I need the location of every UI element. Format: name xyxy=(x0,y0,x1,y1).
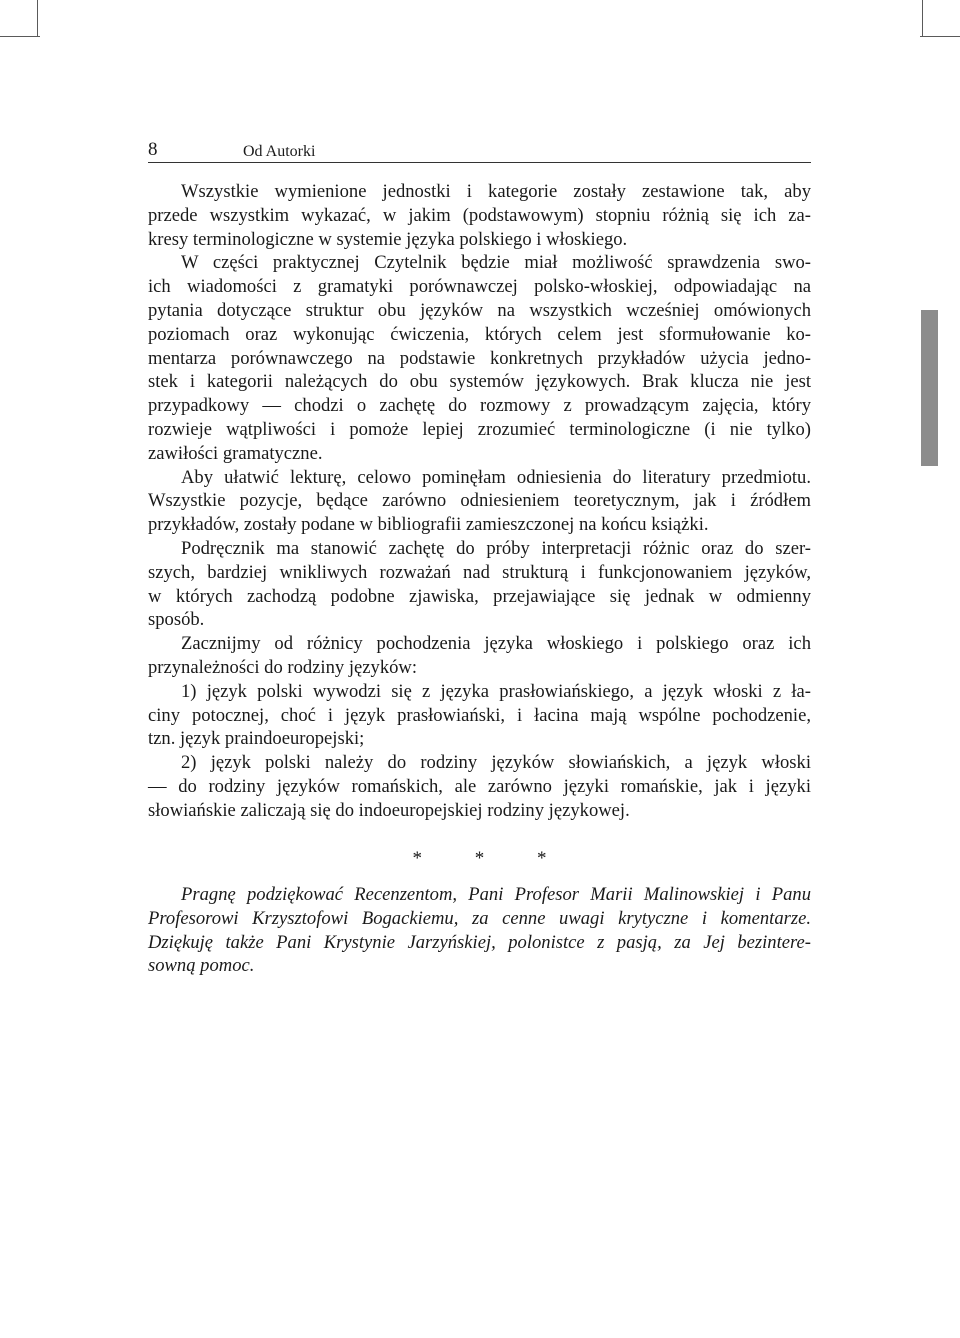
text-line: zawiłości gramatyczne. xyxy=(148,442,323,464)
text-line: poziomach oraz wykonując ćwiczenia, których celem jest sformułowanie ko- xyxy=(148,323,811,345)
text-line: pytania dotyczące struktur obu języków na wszystkich wcześniej omówionych xyxy=(148,299,811,321)
running-title: Od Autorki xyxy=(243,143,316,160)
crop-mark xyxy=(37,0,38,36)
text-line: — do rodziny języków romańskich, ale zarówno języki romańskie, jak i języki xyxy=(148,775,811,797)
text-line: ich wiadomości z gramatyki porównawczej polsko-włoskiej, odpowiadając na xyxy=(148,276,811,298)
text-line: słowiańskie zaliczają się do indoeuropejskiej rodziny językowej. xyxy=(148,799,630,821)
text-line: kresy terminologiczne w systemie języka polskiego i włoskiego. xyxy=(148,228,628,250)
text-line: sowną pomoc. xyxy=(148,955,255,977)
text-line: W części praktycznej Czytelnik będzie miał możliwość sprawdzenia swo- xyxy=(181,252,811,274)
page-number: 8 xyxy=(148,139,158,160)
text-line: Pragnę podziękować Recenzentom, Pani Profesor Marii Malinowskiej i Panu xyxy=(181,884,811,905)
text-line: przykładów, zostały podane w bibliografii zamieszczonej na końcu książki. xyxy=(148,514,709,536)
text-line: sposób. xyxy=(148,609,205,631)
text-line: Zacznijmy od różnicy pochodzenia języka włoskiego i polskiego oraz ich xyxy=(181,633,811,655)
section-separator xyxy=(148,848,811,870)
body-text xyxy=(148,180,811,823)
crop-mark xyxy=(922,0,923,36)
page-header xyxy=(148,141,811,163)
crop-mark xyxy=(920,36,960,37)
separator-star: * xyxy=(537,848,547,869)
text-line: Wszystkie pozycje, będące zarówno odniesieniem teoretycznym, jak i źródłem xyxy=(148,490,811,512)
text-line: Dziękuję także Pani Krystynie Jarzyńskiej, polonistce z pasją, za Jej bezintere- xyxy=(148,931,811,953)
separator-star: * xyxy=(474,848,485,869)
thumb-index-tab xyxy=(921,310,938,466)
text-line: ciny potocznej, choć i język prasłowiański, i łacina mają wspólne pochodzenie, xyxy=(148,704,811,726)
text-line: w których zachodzą podobne zjawiska, przejawiające się jednak w odmienny xyxy=(148,585,811,607)
text-line: przynależności do rodziny języków: xyxy=(148,656,418,678)
text-line: Podręcznik ma stanowić zachętę do próby interpretacji różnic oraz do szer- xyxy=(181,537,811,559)
text-line: mentarza porównawczego na podstawie konkretnych przykładów użycia jedno- xyxy=(148,347,811,369)
text-line: Profesorowi Krzysztofowi Bogackiemu, za cenne uwagi krytyczne i komentarze. xyxy=(148,907,811,929)
text-line: rozwieje wątpliwości i pomoże lepiej zrozumieć terminologiczne (i nie tylko) xyxy=(148,418,811,440)
text-line: Aby ułatwić lekturę, celowo pominęłam odniesienia do literatury przedmiotu. xyxy=(181,466,811,488)
separator-star: * xyxy=(412,848,422,869)
text-line: 2) język polski należy do rodziny języków słowiańskich, a język włoski xyxy=(181,752,811,774)
text-line: stek i kategorii należących do obu systemów językowych. Brak klucza nie jest xyxy=(148,371,811,393)
text-line: szych, bardziej wnikliwych rozważań nad strukturą i funkcjonowaniem języków, xyxy=(148,561,811,583)
crop-mark xyxy=(0,36,40,37)
text-line: przypadkowy — chodzi o zachętę do rozmowy z prowadzącym zajęcia, który xyxy=(148,395,811,417)
text-line: 1) język polski wywodzi się z języka prasłowiańskiego, a język włoski z ła- xyxy=(181,680,811,702)
text-line: Wszystkie wymienione jednostki i kategorie zostały zestawione tak, aby xyxy=(181,181,811,202)
text-line: przede wszystkim wykazać, w jakim (podstawowym) stopniu różnią się ich za- xyxy=(148,204,811,226)
acknowledgement xyxy=(148,883,811,978)
text-line: tzn. język praindoeuropejski; xyxy=(148,728,365,750)
